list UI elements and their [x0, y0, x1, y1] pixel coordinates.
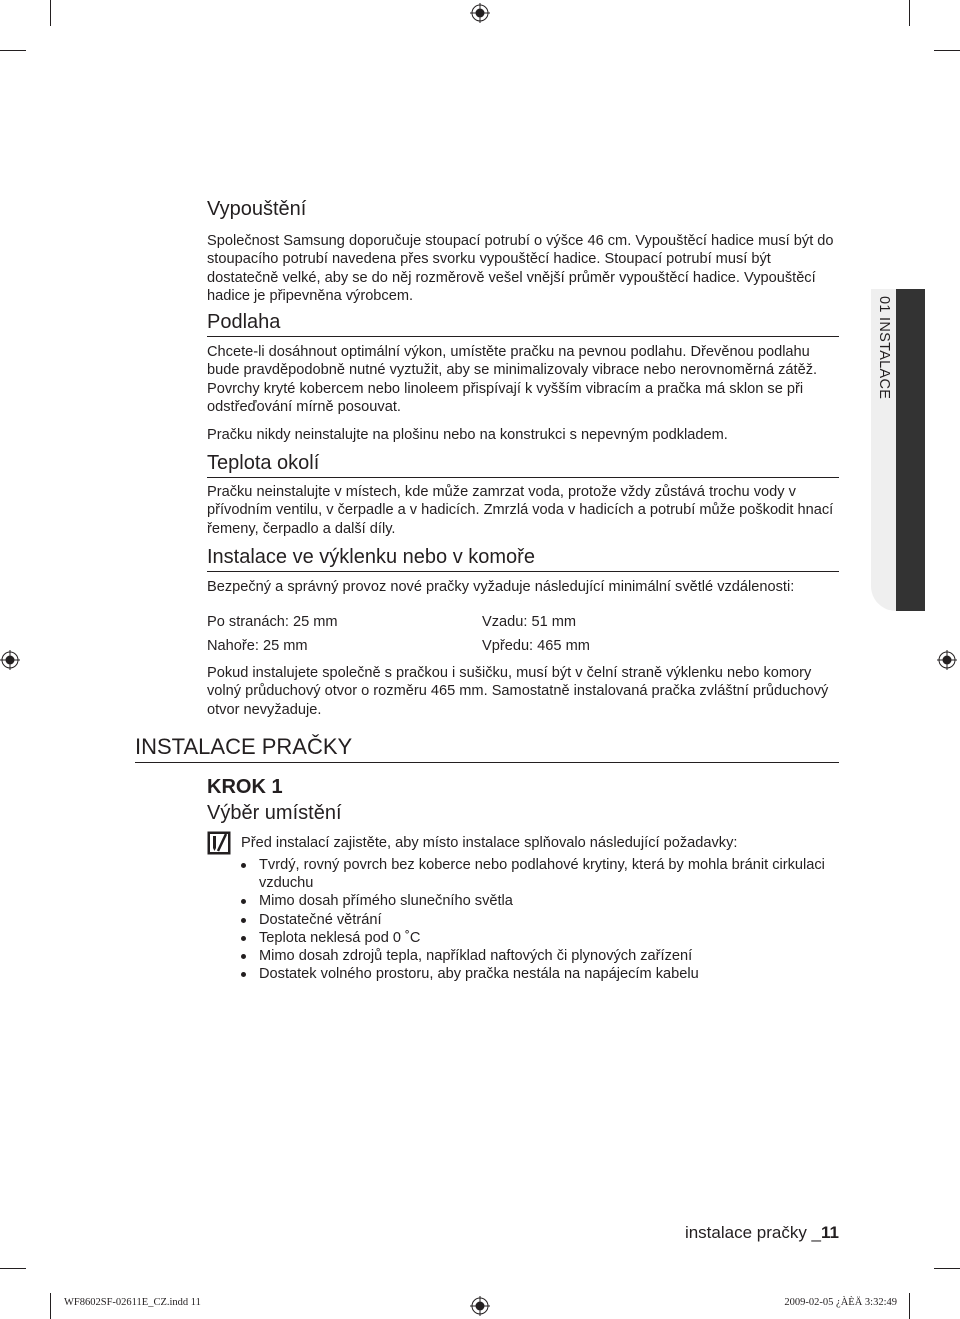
- list-item: Mimo dosah zdrojů tepla, například naftových či plynových zařízení: [241, 947, 841, 965]
- list-item: Teplota neklesá pod 0 ˚C: [241, 929, 841, 947]
- note-pencil-icon: [207, 831, 231, 855]
- section-title-podlaha: Podlaha: [207, 310, 839, 337]
- bullet-icon: [241, 899, 246, 904]
- list-item: Dostatek volného prostoru, aby pračka nestála na napájecím kabelu: [241, 965, 841, 983]
- clearance-rear: Vzadu: 51 mm: [482, 614, 577, 630]
- page-number: 11: [821, 1223, 839, 1242]
- step-note: Před instalací zajistěte, aby místo instalace splňovalo následující požadavky:: [241, 835, 738, 851]
- clearance-top: Nahoře: 25 mm: [207, 638, 308, 654]
- section-title-vypousteni: Vypouštění: [207, 198, 307, 220]
- clearance-front: Vpředu: 465 mm: [482, 638, 590, 654]
- section-title-vyklenek: Instalace ve výklenku nebo v komoře: [207, 545, 839, 572]
- side-tab-marker: [896, 289, 925, 611]
- section-intro-vyklenek: Bezpečný a správný provoz nové pračky vyžaduje následující minimální světlé vzdálenosti:: [207, 579, 795, 595]
- bullet-icon: [241, 936, 246, 941]
- bullet-icon: [241, 954, 246, 959]
- print-slug-file: WF8602SF-02611E_CZ.indd 11: [64, 1297, 201, 1308]
- crop-mark: [909, 0, 910, 26]
- crop-mark: [934, 1268, 960, 1269]
- section-text-teplota: Pračku neinstalujte v místech, kde může zamrzat voda, protože vždy zůstává trochu vody v přívodním ventilu, v čerpadle a v hadicích. Zmrzlá voda v hadicích a potrubí může poškodit hnací řemeny, čerpadlo a další díly.: [207, 484, 834, 537]
- clearance-side: Po stranách: 25 mm: [207, 614, 338, 630]
- list-item: Tvrdý, rovný povrch bez koberce nebo podlahové krytiny, která by mohla bránit cirkulaci vzduchu: [241, 856, 841, 892]
- bullet-icon: [241, 863, 246, 868]
- crop-mark: [50, 0, 51, 26]
- registration-mark-icon: [470, 1296, 490, 1316]
- step-title: Výběr umístění: [207, 802, 342, 824]
- registration-mark-icon: [470, 3, 490, 23]
- main-heading: INSTALACE PRAČKY: [135, 733, 839, 763]
- crop-mark: [0, 50, 26, 51]
- print-slug-date: 2009-02-05 ¿ÀÈÄ 3:32:49: [784, 1297, 897, 1308]
- page-footer: [685, 1223, 839, 1243]
- section-note-podlaha: Pračku nikdy neinstalujte na plošinu nebo na konstrukci s nepevným podkladem.: [207, 427, 728, 443]
- crop-mark: [50, 1293, 51, 1319]
- crop-mark: [0, 1268, 26, 1269]
- registration-mark-icon: [0, 650, 20, 670]
- requirements-list: [241, 856, 841, 983]
- crop-mark: [909, 1293, 910, 1319]
- bullet-icon: [241, 918, 246, 923]
- crop-mark: [934, 50, 960, 51]
- step-label: KROK 1: [207, 776, 283, 798]
- footer-section-label: instalace pračky _: [684, 1223, 822, 1242]
- registration-mark-icon: [937, 650, 957, 670]
- section-title-teplota: Teplota okolí: [207, 451, 839, 478]
- side-tab-label: 01 INSTALACE: [876, 296, 892, 400]
- list-item: Dostatečné větrání: [241, 911, 841, 929]
- section-text-vyklenek: Pokud instalujete společně s pračkou i sušičku, musí být v čelní straně výklenku nebo komory volný průduchový otvor o rozměru 465 mm. Samostatně instalovaná pračka zvláštní průduchový otvor nevyžaduje.: [207, 665, 829, 718]
- list-item: Mimo dosah přímého slunečního světla: [241, 892, 841, 910]
- bullet-icon: [241, 972, 246, 977]
- section-text-vypousteni: Společnost Samsung doporučuje stoupací potrubí o výšce 46 cm. Vypouštěcí hadice musí být do stoupacího potrubí navedena přes svorku vypouštěcí hadice. Stoupací potrubí musí být dostatečně velké, aby se do něj rozměrově vešel vnější průměr vypouštěcí hadice. Vypouštěcí hadice je připevněna výrobcem.: [207, 233, 834, 304]
- section-text-podlaha: Chcete-li dosáhnout optimální výkon, umístěte pračku na pevnou podlahu. Dřevěnou podlahu bude pravděpodobně nutné vyztužit, aby se minimalizovaly vibrace nebo nerovnoměrná zátěž. Povrchy kryté kobercem nebo linoleem přispívají k vyšším vibracím a pračka má sklon se při odstřeďování mírně posouvat.: [207, 344, 818, 415]
